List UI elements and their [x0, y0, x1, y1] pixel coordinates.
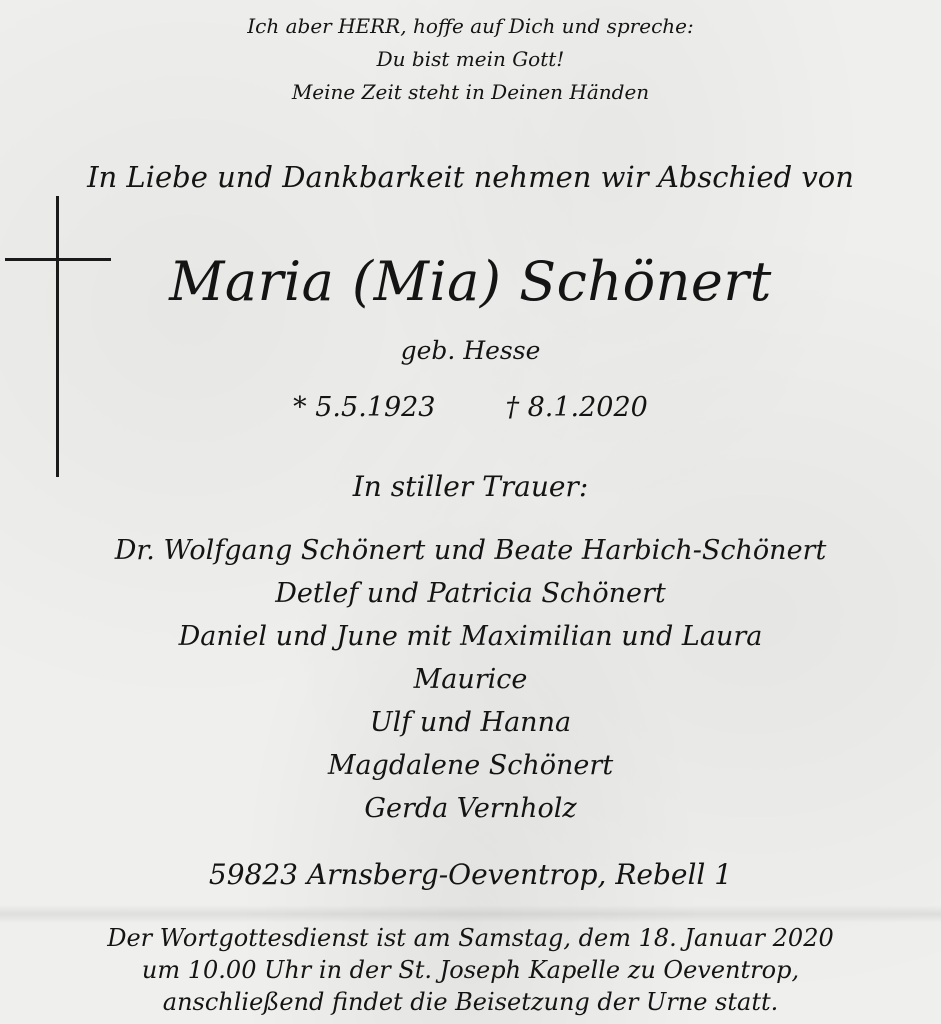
verse-line-3: Meine Zeit steht in Deinen Händen	[291, 80, 650, 104]
family-line-6: Magdalene Schönert	[327, 750, 614, 781]
birth-date: * 5.5.1923	[293, 392, 436, 423]
family-line-5: Ulf und Hanna	[369, 707, 572, 738]
maiden-name: geb. Hesse	[400, 336, 541, 365]
address: 59823 Arnsberg-Oeventrop, Rebell 1	[208, 858, 733, 891]
deceased-name: Maria (Mia) Schönert	[169, 250, 772, 313]
family-line-4: Maurice	[413, 664, 528, 695]
paper-fold-shadow	[0, 905, 941, 923]
service-line-1: Der Wortgottesdienst ist am Samstag, dem 18. Januar 2020	[107, 924, 834, 952]
verse-line-1: Ich aber HERR, hoffe auf Dich und spreche:	[247, 14, 694, 38]
service-line-3: anschließend findet die Beisetzung der Urne statt.	[162, 988, 779, 1016]
intro-text: In Liebe und Dankbarkeit nehmen wir Abschied von	[87, 160, 854, 194]
verse-line-2: Du bist mein Gott!	[376, 47, 565, 71]
death-date: † 8.1.2020	[505, 392, 648, 423]
family-line-7: Gerda Vernholz	[364, 793, 577, 824]
life-dates	[0, 392, 941, 423]
service-line-2: um 10.00 Uhr in der St. Joseph Kapelle zu Oeventrop,	[141, 956, 800, 984]
mourning-heading: In stiller Trauer:	[352, 470, 589, 503]
family-line-1: Dr. Wolfgang Schönert und Beate Harbich-Schönert	[114, 535, 827, 566]
family-line-3: Daniel und June mit Maximilian und Laura	[178, 621, 763, 652]
family-line-2: Detlef und Patricia Schönert	[275, 578, 666, 609]
